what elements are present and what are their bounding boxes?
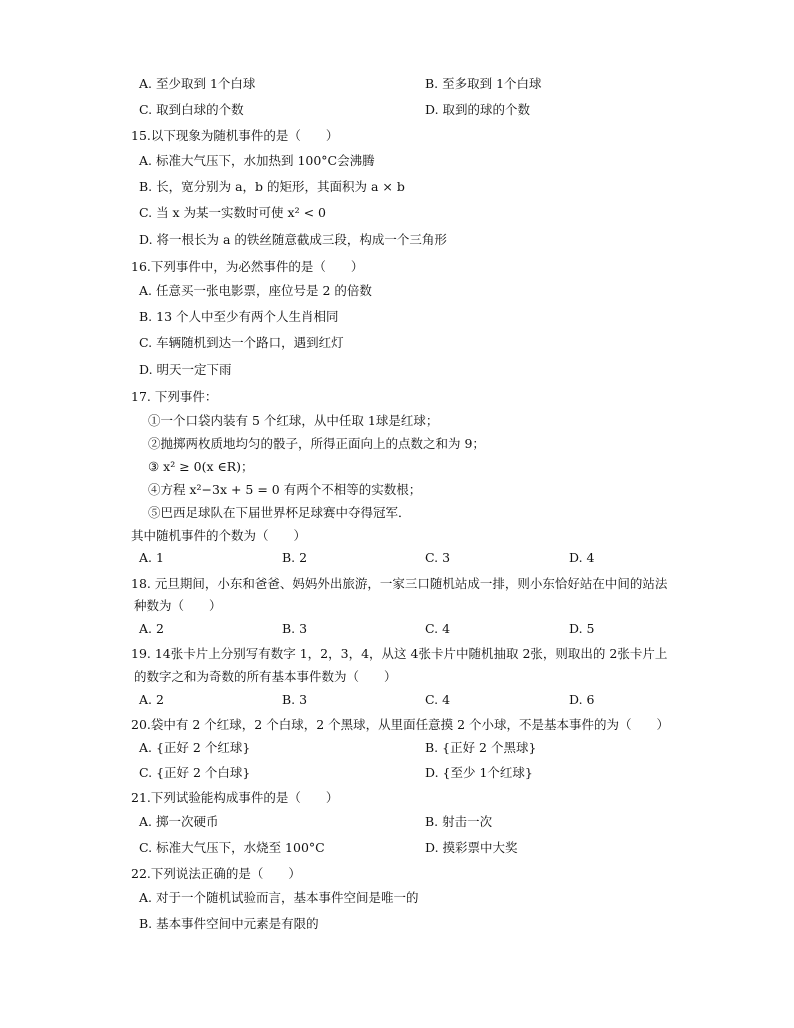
q22-option-b: B. 基本事件空间中元素是有限的 [139,916,319,931]
q17-stem: 17. 下列事件： [131,389,218,404]
q22-stem: 22.下列说法正确的是（ ） [131,866,301,881]
q17-item-3: ③ x² ≥ 0(x ∈R)； [148,459,254,474]
q18-stem-line2: 种数为（ ） [134,598,222,613]
q16-option-a: A. 任意买一张电影票，座位号是 2 的倍数 [139,283,372,298]
q17-item-4: ④方程 x²−3x + 5 = 0 有两个不相等的实数根； [148,482,422,497]
q21-stem: 21.下列试验能构成事件的是（ ） [131,790,339,805]
q18-stem-line1: 18. 元旦期间，小东和爸爸、妈妈外出旅游，一家三口随机站成一排，则小东恰好站在中间的站法 [131,576,668,591]
q18-option-b: B. 3 [282,621,308,636]
q22-option-a: A. 对于一个随机试验而言，基本事件空间是唯一的 [139,890,419,905]
q16-stem: 16.下列事件中，为必然事件的是（ ） [131,259,364,274]
q15-option-c: C. 当 x 为某一实数时可使 x² < 0 [139,205,326,220]
q17-item-1: ①一个口袋内装有 5 个红球，从中任取 1球是红球； [148,413,439,428]
q19-option-a: A. 2 [139,692,164,707]
q20-stem: 20.袋中有 2 个红球，2 个白球，2 个黑球，从里面任意摸 2 个小球，不是基本事件的为（ ） [131,717,670,732]
q20-option-d: D. {至少 1个红球} [425,765,533,780]
q21-option-b: B. 射击一次 [425,814,493,829]
q18-option-d: D. 5 [569,621,595,636]
q15-option-d: D. 将一根长为 a 的铁丝随意截成三段，构成一个三角形 [139,232,447,247]
q19-stem-line2: 的数字之和为奇数的所有基本事件数为（ ） [134,669,397,684]
q21-option-d: D. 摸彩票中大奖 [425,840,518,855]
q17-option-a: A. 1 [139,550,164,565]
q19-stem-line1: 19. 14张卡片上分别写有数字 1，2，3，4，从这 4张卡片中随机抽取 2张，则取出的 2张卡片上 [131,646,668,661]
q17-item-5: ⑤巴西足球队在下届世界杯足球赛中夺得冠军． [148,505,411,520]
q17-question: 其中随机事件的个数为（ ） [131,528,307,543]
q17-option-c: C. 3 [425,550,451,565]
q20-option-a: A. {正好 2 个红球} [139,740,251,755]
q20-option-c: C. {正好 2 个白球} [139,765,251,780]
q20-option-b: B. {正好 2 个黑球} [425,740,537,755]
q14-option-c: C. 取到白球的个数 [139,102,244,117]
q18-option-c: C. 4 [425,621,451,636]
q16-option-b: B. 13 个人中至少有两个人生肖相同 [139,309,339,324]
q16-option-d: D. 明天一定下雨 [139,362,232,377]
q17-option-d: D. 4 [569,550,595,565]
q19-option-b: B. 3 [282,692,308,707]
q14-option-b: B. 至多取到 1个白球 [425,76,542,91]
q17-item-2: ②抛掷两枚质地均匀的骰子，所得正面向上的点数之和为 9； [148,436,485,451]
q16-option-c: C. 车辆随机到达一个路口，遇到红灯 [139,335,344,350]
q15-stem: 15.以下现象为随机事件的是（ ） [131,128,339,143]
q18-option-a: A. 2 [139,621,164,636]
q15-option-b: B. 长，宽分别为 a，b 的矩形，其面积为 a × b [139,179,405,194]
q14-option-a: A. 至少取到 1个白球 [139,76,256,91]
q19-option-d: D. 6 [569,692,595,707]
q14-option-d: D. 取到的球的个数 [425,102,531,117]
q15-option-a: A. 标准大气压下，水加热到 100°C会沸腾 [139,153,375,168]
q19-option-c: C. 4 [425,692,451,707]
q21-option-a: A. 掷一次硬币 [139,814,219,829]
q21-option-c: C. 标准大气压下，水烧至 100°C [139,840,325,855]
q17-option-b: B. 2 [282,550,308,565]
